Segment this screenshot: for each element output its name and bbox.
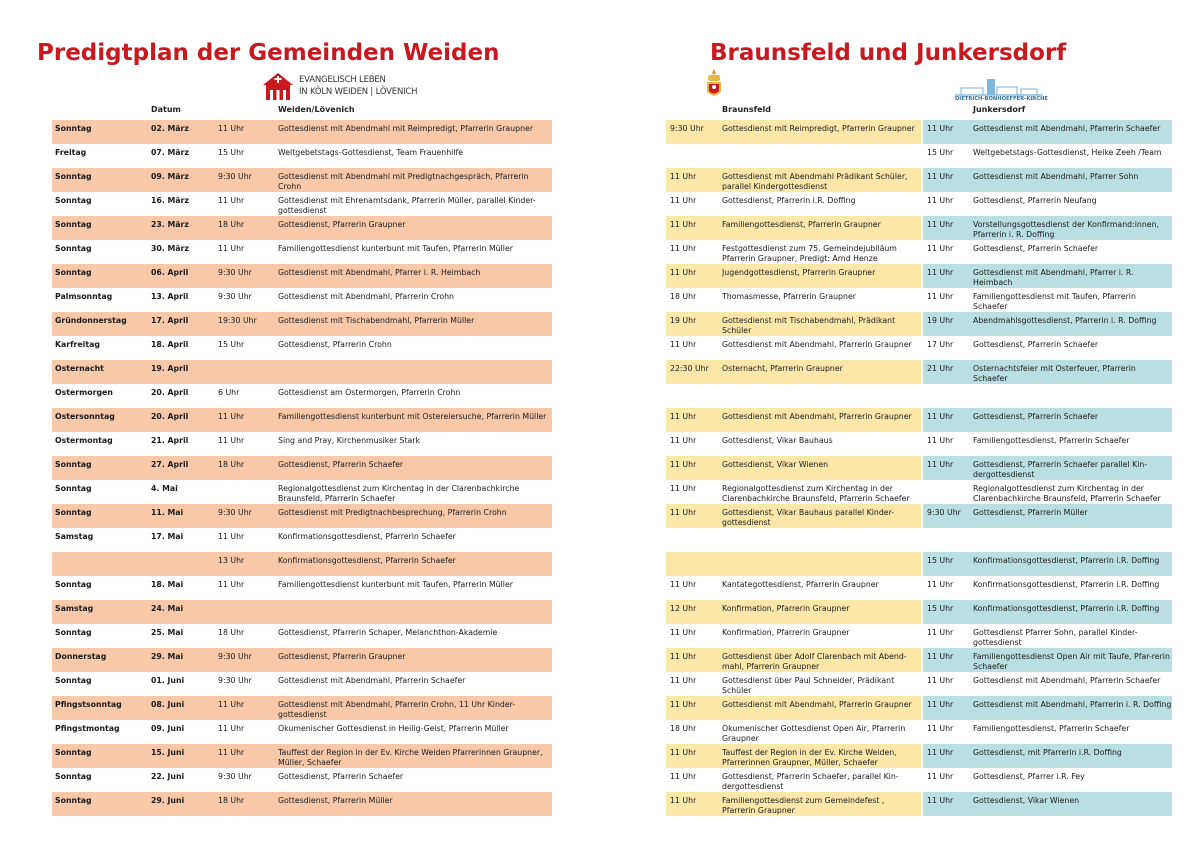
junkersdorf-time-cell: 11 Uhr	[927, 268, 954, 277]
table-row	[666, 216, 1172, 240]
junkersdorf-service-cell: Abendmahlsgottesdienst, Pfarrerin i. R. Doffing	[973, 316, 1157, 325]
braunsfeld-time-cell: 11 Uhr	[670, 796, 697, 805]
junkersdorf-service-cell: Konfirmationsgottesdienst, Pfarrerin i.R. Doffing	[973, 556, 1160, 565]
braunsfeld-service-cell: Gottesdienst mit Abendmahl Prädikant Schüler, parallel Kindergottesdienst	[722, 172, 908, 191]
braunsfeld-service-cell: Festgottesdienst zum 75. Gemeindejubiläum Pfarrerin Graupner, Predigt: Arnd Henze	[722, 244, 897, 263]
table-row	[666, 600, 1172, 624]
junkersdorf-service-cell: Konfirmationsgottesdienst, Pfarrerin i.R. Doffing	[973, 580, 1160, 589]
junkersdorf-time-cell: 11 Uhr	[927, 244, 954, 253]
table-row	[52, 600, 552, 624]
service-cell: Sing and Pray, Kirchenmusiker Stark	[278, 436, 421, 445]
table-row	[52, 240, 552, 264]
braunsfeld-junkersdorf-schedule	[666, 120, 1172, 816]
weiden-schedule	[52, 120, 552, 816]
time-cell: 11 Uhr	[218, 580, 245, 589]
date-cell: 20. April	[151, 388, 189, 397]
table-row	[52, 120, 552, 144]
date-cell: 20. April	[151, 412, 189, 421]
junkersdorf-service-cell: Gottesdienst, mit Pfarrerin i.R. Doffing	[973, 748, 1122, 757]
time-cell: 18 Uhr	[218, 220, 245, 229]
date-cell: 25. Mai	[151, 628, 184, 637]
date-cell: 11. Mai	[151, 508, 184, 517]
braunsfeld-service-cell: Gottesdienst, Vikar Bauhaus	[722, 436, 833, 445]
service-cell: Gottesdienst mit Ehrenamtsdank, Pfarrerin Müller, parallel Kinder-gottesdienst	[278, 196, 536, 215]
braunsfeld-cell-bg	[666, 384, 921, 408]
junkersdorf-service-cell: Weltgebetstags-Gottesdienst, Heike Zeeh /Team	[973, 148, 1162, 157]
junkersdorf-time-cell: 11 Uhr	[927, 772, 954, 781]
junkersdorf-service-cell: Gottesdienst mit Abendmahl, Pfarrerin i. R. Doffing	[973, 700, 1172, 709]
day-cell: Sonntag	[55, 676, 92, 685]
day-cell: Sonntag	[55, 628, 92, 637]
junkersdorf-service-cell: Gottesdienst, Pfarrerin Müller	[973, 508, 1088, 517]
junkersdorf-time-cell: 11 Uhr	[927, 580, 954, 589]
braunsfeld-time-cell: 11 Uhr	[670, 412, 697, 421]
day-cell: Ostersonntag	[55, 412, 115, 421]
junkersdorf-time-cell: 15 Uhr	[927, 556, 954, 565]
junkersdorf-service-cell: Familiengottesdienst mit Taufen, Pfarrerin Schaefer	[973, 292, 1136, 311]
service-cell: Tauffest der Region in der Ev. Kirche Weiden Pfarrerinnen Graupner, Müller, Schaefer	[278, 748, 543, 767]
braunsfeld-time-cell: 11 Uhr	[670, 172, 697, 181]
table-row	[666, 480, 1172, 504]
braunsfeld-time-cell: 11 Uhr	[670, 508, 697, 517]
table-row	[52, 432, 552, 456]
braunsfeld-service-cell: Konfirmation, Pfarrerin Graupner	[722, 628, 850, 637]
time-cell: 11 Uhr	[218, 748, 245, 757]
service-cell: Familiengottesdienst kunterbunt mit Taufen, Pfarrerin Müller	[278, 244, 513, 253]
day-cell: Sonntag	[55, 268, 92, 277]
column-header-datum: Datum	[151, 105, 181, 114]
table-row	[52, 528, 552, 552]
junkersdorf-service-cell: Gottesdienst, Pfarrerin Schaefer	[973, 244, 1099, 253]
junkersdorf-service-cell: Familiengottesdienst, Pfarrerin Schaefer	[973, 436, 1130, 445]
table-row	[666, 624, 1172, 648]
date-cell: 4. Mai	[151, 484, 178, 493]
junkersdorf-service-cell: Gottesdienst Pfarrer Sohn, parallel Kinder-gottesdienst	[973, 628, 1138, 647]
braunsfeld-time-cell: 22:30 Uhr	[670, 364, 709, 373]
table-row	[52, 480, 552, 504]
table-row	[666, 576, 1172, 600]
service-cell: Gottesdienst mit Abendmahl, Pfarrer i. R. Heimbach	[278, 268, 481, 277]
junkersdorf-time-cell: 11 Uhr	[927, 700, 954, 709]
table-row	[52, 744, 552, 768]
time-cell: 6 Uhr	[218, 388, 240, 397]
table-row	[52, 672, 552, 696]
service-cell: Gottesdienst, Pfarrerin Crohn	[278, 340, 392, 349]
table-row	[52, 408, 552, 432]
table-row	[52, 216, 552, 240]
service-cell: Konfirmationsgottesdienst, Pfarrerin Schaefer	[278, 556, 456, 565]
church-building-icon	[955, 78, 1043, 96]
day-cell: Sonntag	[55, 484, 92, 493]
day-cell: Karfreitag	[55, 340, 100, 349]
day-cell: Pfingstsonntag	[55, 700, 122, 709]
evangelisch-leben-logo	[261, 71, 417, 101]
braunsfeld-time-cell: 11 Uhr	[670, 628, 697, 637]
braunsfeld-service-cell: Konfirmation, Pfarrerin Graupner	[722, 604, 850, 613]
time-cell: 18 Uhr	[218, 628, 245, 637]
braunsfeld-time-cell: 11 Uhr	[670, 700, 697, 709]
date-cell: 09. März	[151, 172, 189, 181]
braunsfeld-cell-bg	[666, 144, 921, 168]
time-cell: 13 Uhr	[218, 556, 245, 565]
service-cell: Gottesdienst, Pfarrerin Graupner	[278, 220, 406, 229]
junkersdorf-time-cell: 11 Uhr	[927, 676, 954, 685]
junkersdorf-cell-bg	[923, 384, 1172, 408]
braunsfeld-time-cell: 11 Uhr	[670, 484, 697, 493]
table-row	[666, 336, 1172, 360]
day-cell: Samstag	[55, 532, 94, 541]
dbk-label: DIETRICH-BONHOEFFER-KIRCHE	[955, 96, 1048, 102]
logo-line-2: IN KÖLN WEIDEN | LÖVENICH	[299, 87, 418, 97]
time-cell: 9:30 Uhr	[218, 172, 252, 181]
day-cell: Samstag	[55, 604, 94, 613]
table-row	[666, 696, 1172, 720]
day-cell: Sonntag	[55, 244, 92, 253]
table-row	[666, 504, 1172, 528]
time-cell: 9:30 Uhr	[218, 772, 252, 781]
service-cell: Gottesdienst mit Abendmahl mit Reimpredigt, Pfarrerin Graupner	[278, 124, 534, 133]
braunsfeld-time-cell: 11 Uhr	[670, 196, 697, 205]
braunsfeld-service-cell: Familiengottesdienst zum Gemeindefest , Pfarrerin Graupner	[722, 796, 885, 815]
service-cell: Gottesdienst mit Abendmahl, Pfarrerin Crohn	[278, 292, 454, 301]
table-row	[666, 432, 1172, 456]
date-cell: 24. Mai	[151, 604, 184, 613]
table-row	[52, 192, 552, 216]
time-cell: 11 Uhr	[218, 700, 245, 709]
time-cell: 19:30 Uhr	[218, 316, 257, 325]
table-row	[666, 192, 1172, 216]
date-cell: 18. April	[151, 340, 189, 349]
braunsfeld-service-cell: Gottesdienst über Paul Schneider, Prädikant Schüler	[722, 676, 895, 695]
day-cell: Sonntag	[55, 748, 92, 757]
braunsfeld-time-cell: 11 Uhr	[670, 244, 697, 253]
day-cell: Osternacht	[55, 364, 104, 373]
table-row	[52, 168, 552, 192]
table-row	[666, 528, 1172, 552]
date-cell: 06. April	[151, 268, 189, 277]
junkersdorf-service-cell: Osternachtsfeier mit Osterfeuer, Pfarrerin Schaefer	[973, 364, 1136, 383]
time-cell: 9:30 Uhr	[218, 676, 252, 685]
braunsfeld-time-cell: 12 Uhr	[670, 604, 697, 613]
date-cell: 13. April	[151, 292, 189, 301]
logo-line-1: EVANGELISCH LEBEN	[299, 75, 386, 85]
service-cell: Gottesdienst mit Abendmahl mit Predigtnachgespräch, Pfarrerin Crohn	[278, 172, 529, 191]
junkersdorf-time-cell: 11 Uhr	[927, 436, 954, 445]
braunsfeld-service-cell: Gottesdienst, Vikar Wienen	[722, 460, 829, 469]
junkersdorf-time-cell: 15 Uhr	[927, 148, 954, 157]
column-header-braunsfeld: Braunsfeld	[722, 105, 771, 114]
junkersdorf-service-cell: Vorstellungsgottesdienst der Konfirmand:innen, Pfarrerin i. R. Doffing	[973, 220, 1159, 239]
table-row	[666, 120, 1172, 144]
braunsfeld-time-cell: 11 Uhr	[670, 748, 697, 757]
braunsfeld-time-cell: 11 Uhr	[670, 772, 697, 781]
braunsfeld-time-cell: 11 Uhr	[670, 460, 697, 469]
braunsfeld-service-cell: Regionalgottesdienst zum Kirchentag in der Clarenbachkirche Braunsfeld, Pfarrerin Schaefer	[722, 484, 910, 503]
time-cell: 11 Uhr	[218, 412, 245, 421]
junkersdorf-service-cell: Gottesdienst, Pfarrer i.R. Fey	[973, 772, 1085, 781]
table-row	[52, 768, 552, 792]
junkersdorf-service-cell: Gottesdienst, Pfarrerin Schaefer parallel Kin-dergottesdienst	[973, 460, 1148, 479]
junkersdorf-time-cell: 17 Uhr	[927, 340, 954, 349]
braunsfeld-time-cell: 18 Uhr	[670, 292, 697, 301]
time-cell: 18 Uhr	[218, 796, 245, 805]
day-cell: Sonntag	[55, 196, 92, 205]
junkersdorf-service-cell: Gottesdienst, Vikar Wienen	[973, 796, 1080, 805]
service-cell: Familiengottesdienst kunterbunt mit Taufen, Pfarrerin Müller	[278, 580, 513, 589]
braunsfeld-time-cell: 11 Uhr	[670, 652, 697, 661]
junkersdorf-time-cell: 11 Uhr	[927, 652, 954, 661]
braunsfeld-service-cell: Osternacht, Pfarrerin Graupner	[722, 364, 843, 373]
service-cell: Regionalgottesdienst zum Kirchentag in der Clarenbachkirche Braunsfeld, Pfarrerin Schaefer	[278, 484, 520, 503]
braunsfeld-service-cell: Gottesdienst, Pfarrerin Schaefer, parallel Kin-dergottesdienst	[722, 772, 899, 791]
table-row	[52, 624, 552, 648]
service-cell: Ökumenischer Gottesdienst in Heilig-Geist, Pfarrerin Müller	[278, 724, 509, 733]
table-row	[52, 264, 552, 288]
table-row	[666, 552, 1172, 576]
table-row	[52, 384, 552, 408]
date-cell: 08. Juni	[151, 700, 185, 709]
junkersdorf-service-cell: Regionalgottesdienst zum Kirchentag in der Clarenbachkirche Braunsfeld, Pfarrerin Schaefer	[973, 484, 1161, 503]
table-row	[52, 336, 552, 360]
braunsfeld-cell-bg	[666, 528, 921, 552]
junkersdorf-service-cell: Gottesdienst mit Abendmahl, Pfarrerin Schaefer	[973, 124, 1161, 133]
service-cell: Gottesdienst mit Tischabendmahl, Pfarrerin Müller	[278, 316, 475, 325]
braunsfeld-time-cell: 11 Uhr	[670, 268, 697, 277]
table-row	[666, 312, 1172, 336]
date-cell: 16. März	[151, 196, 189, 205]
date-cell: 01. Juni	[151, 676, 185, 685]
braunsfeld-time-cell: 11 Uhr	[670, 436, 697, 445]
braunsfeld-time-cell: 18 Uhr	[670, 724, 697, 733]
date-cell: 07. März	[151, 148, 189, 157]
date-cell: 23. März	[151, 220, 189, 229]
day-cell: Freitag	[55, 148, 87, 157]
table-row	[52, 144, 552, 168]
day-cell: Sonntag	[55, 172, 92, 181]
date-cell: 22. Juni	[151, 772, 185, 781]
junkersdorf-service-cell: Gottesdienst, Pfarrerin Schaefer	[973, 412, 1099, 421]
table-row	[666, 240, 1172, 264]
date-cell: 21. April	[151, 436, 189, 445]
time-cell: 11 Uhr	[218, 124, 245, 133]
junkersdorf-time-cell: 11 Uhr	[927, 196, 954, 205]
date-cell: 29. Juni	[151, 796, 185, 805]
time-cell: 11 Uhr	[218, 196, 245, 205]
date-cell: 18. Mai	[151, 580, 184, 589]
table-row	[52, 576, 552, 600]
time-cell: 11 Uhr	[218, 532, 245, 541]
braunsfeld-service-cell: Familiengottesdienst, Pfarrerin Graupner	[722, 220, 881, 229]
date-cell: 27. April	[151, 460, 189, 469]
junkersdorf-service-cell: Gottesdienst, Pfarrerin Neufang	[973, 196, 1097, 205]
braunsfeld-service-cell: Gottesdienst mit Abendmahl, Pfarrerin Graupner	[722, 340, 912, 349]
day-cell: Gründonnerstag	[55, 316, 127, 325]
junkersdorf-time-cell: 11 Uhr	[927, 628, 954, 637]
table-row	[52, 552, 552, 576]
junkersdorf-time-cell: 11 Uhr	[927, 412, 954, 421]
service-cell: Gottesdienst mit Predigtnachbesprechung, Pfarrerin Crohn	[278, 508, 507, 517]
junkersdorf-time-cell: 11 Uhr	[927, 748, 954, 757]
braunsfeld-service-cell: Gottesdienst, Pfarrerin i.R. Doffing	[722, 196, 856, 205]
day-cell: Sonntag	[55, 580, 92, 589]
braunsfeld-service-cell: Jugendgottesdienst, Pfarrerin Graupner	[722, 268, 876, 277]
braunsfeld-time-cell: 9:30 Uhr	[670, 124, 704, 133]
date-cell: 17. April	[151, 316, 189, 325]
junkersdorf-time-cell: 11 Uhr	[927, 172, 954, 181]
junkersdorf-time-cell: 11 Uhr	[927, 292, 954, 301]
table-row	[666, 744, 1172, 768]
junkersdorf-service-cell: Gottesdienst mit Abendmahl, Pfarrer i. R. Heimbach	[973, 268, 1134, 287]
service-cell: Familiengottesdienst kunterbunt mit Ostereiersuche, Pfarrerin Müller	[278, 412, 547, 421]
day-cell: Pfingstmontag	[55, 724, 120, 733]
table-row	[666, 792, 1172, 816]
table-row	[52, 312, 552, 336]
braunsfeld-service-cell: Gottesdienst mit Abendmahl, Pfarrerin Graupner	[722, 700, 912, 709]
day-cell: Donnerstag	[55, 652, 107, 661]
service-cell: Gottesdienst, Pfarrerin Schaefer	[278, 460, 404, 469]
braunsfeld-cell-bg	[666, 552, 921, 576]
service-cell: Gottesdienst, Pfarrerin Schaefer	[278, 772, 404, 781]
date-cell: 02. März	[151, 124, 189, 133]
date-cell: 09. Juni	[151, 724, 185, 733]
braunsfeld-service-cell: Gottesdienst mit Tischabendmahl, Prädikant Schüler	[722, 316, 896, 335]
table-row	[666, 384, 1172, 408]
junkersdorf-service-cell: Konfirmationsgottesdienst, Pfarrerin i.R. Doffing	[973, 604, 1160, 613]
braunsfeld-time-cell: 19 Uhr	[670, 316, 697, 325]
church-icon	[261, 71, 295, 101]
junkersdorf-service-cell: Familiengottesdienst, Pfarrerin Schaefer	[973, 724, 1130, 733]
braunsfeld-service-cell: Gottesdienst mit Abendmahl, Pfarrerin Graupner	[722, 412, 912, 421]
day-cell: Palmsonntag	[55, 292, 113, 301]
table-row	[52, 288, 552, 312]
service-cell: Gottesdienst mit Abendmahl, Pfarrerin Crohn, 11 Uhr Kinder-gottesdienst	[278, 700, 516, 719]
table-row	[52, 360, 552, 384]
table-row	[666, 672, 1172, 696]
table-row	[666, 264, 1172, 288]
service-cell: Gottesdienst, Pfarrerin Müller	[278, 796, 393, 805]
service-cell: Konfirmationsgottesdienst, Pfarrerin Schaefer	[278, 532, 456, 541]
time-cell: 9:30 Uhr	[218, 292, 252, 301]
date-cell: 19. April	[151, 364, 189, 373]
table-row	[666, 144, 1172, 168]
braunsfeld-service-cell: Tauffest der Region in der Ev. Kirche Weiden, Pfarrerinnen Graupner, Müller, Schaefer	[722, 748, 897, 767]
table-row	[666, 288, 1172, 312]
junkersdorf-service-cell: Familiengottesdienst Open Air mit Taufe, Pfar-rerin Schaefer	[973, 652, 1170, 671]
junkersdorf-time-cell: 11 Uhr	[927, 724, 954, 733]
junkersdorf-time-cell: 9:30 Uhr	[927, 508, 961, 517]
day-cell: Sonntag	[55, 772, 92, 781]
braunsfeld-time-cell: 11 Uhr	[670, 220, 697, 229]
title-right: Braunsfeld und Junkersdorf	[710, 40, 1067, 66]
day-cell: Ostermontag	[55, 436, 113, 445]
braunsfeld-service-cell: Gottesdienst über Adolf Clarenbach mit Abend-mahl, Pfarrerin Graupner	[722, 652, 907, 671]
table-row	[52, 720, 552, 744]
service-cell: Gottesdienst, Pfarrerin Graupner	[278, 652, 406, 661]
service-cell: Weltgebetstags-Gottesdienst, Team Frauenhilfe	[278, 148, 464, 157]
table-row	[52, 648, 552, 672]
table-row	[666, 456, 1172, 480]
junkersdorf-time-cell: 11 Uhr	[927, 220, 954, 229]
time-cell: 15 Uhr	[218, 148, 245, 157]
junkersdorf-time-cell: 21 Uhr	[927, 364, 954, 373]
time-cell: 11 Uhr	[218, 436, 245, 445]
day-cell: Sonntag	[55, 460, 92, 469]
junkersdorf-time-cell: 11 Uhr	[927, 124, 954, 133]
braunsfeld-service-cell: Kantategottesdienst, Pfarrerin Graupner	[722, 580, 879, 589]
time-cell: 11 Uhr	[218, 724, 245, 733]
service-cell: Gottesdienst am Ostermorgen, Pfarrerin Crohn	[278, 388, 461, 397]
braunsfeld-service-cell: Gottesdienst mit Reimpredigt, Pfarrerin Graupner	[722, 124, 915, 133]
service-cell: Gottesdienst mit Abendmahl, Pfarrerin Schaefer	[278, 676, 466, 685]
day-cell: Sonntag	[55, 124, 92, 133]
date-cell: 17. Mai	[151, 532, 184, 541]
time-cell: 18 Uhr	[218, 460, 245, 469]
junkersdorf-cell-bg	[923, 528, 1172, 552]
junkersdorf-time-cell: 11 Uhr	[927, 796, 954, 805]
day-cell: Ostermorgen	[55, 388, 113, 397]
table-row	[666, 408, 1172, 432]
junkersdorf-service-cell: Gottesdienst, Pfarrerin Schaefer	[973, 340, 1099, 349]
table-row	[52, 456, 552, 480]
column-header-weiden: Weiden/Lövenich	[278, 105, 355, 114]
junkersdorf-time-cell: 19 Uhr	[927, 316, 954, 325]
junkersdorf-time-cell: 15 Uhr	[927, 604, 954, 613]
braunsfeld-time-cell: 11 Uhr	[670, 580, 697, 589]
time-cell: 11 Uhr	[218, 244, 245, 253]
braunsfeld-service-cell: Gottesdienst, Vikar Bauhaus parallel Kinder-gottesdienst	[722, 508, 895, 527]
table-row	[52, 696, 552, 720]
table-row	[52, 504, 552, 528]
junkersdorf-time-cell: 11 Uhr	[927, 460, 954, 469]
braunsfeld-service-cell: Thomasmesse, Pfarrerin Graupner	[722, 292, 856, 301]
time-cell: 9:30 Uhr	[218, 268, 252, 277]
day-cell: Sonntag	[55, 508, 92, 517]
table-row	[666, 168, 1172, 192]
table-row	[666, 648, 1172, 672]
day-cell: Sonntag	[55, 220, 92, 229]
table-row	[666, 768, 1172, 792]
time-cell: 15 Uhr	[218, 340, 245, 349]
junkersdorf-service-cell: Gottesdienst mit Abendmahl, Pfarrer Sohn	[973, 172, 1139, 181]
column-header-junkersdorf: Junkersdorf	[973, 105, 1026, 114]
table-row	[52, 792, 552, 816]
junkersdorf-service-cell: Gottesdienst mit Abendmahl, Pfarrerin Schaefer	[973, 676, 1161, 685]
time-cell: 9:30 Uhr	[218, 508, 252, 517]
day-cell: Sonntag	[55, 796, 92, 805]
table-row	[666, 360, 1172, 384]
date-cell: 29. Mai	[151, 652, 184, 661]
date-cell: 30. März	[151, 244, 189, 253]
title-left: Predigtplan der Gemeinden Weiden	[37, 40, 500, 66]
service-cell: Gottesdienst, Pfarrerin Schaper, Melanchthon-Akademie	[278, 628, 498, 637]
braunsfeld-time-cell: 11 Uhr	[670, 340, 697, 349]
braunsfeld-crest-icon	[705, 68, 723, 102]
table-row	[666, 720, 1172, 744]
dietrich-bonhoeffer-kirche-logo	[955, 78, 1048, 102]
time-cell: 9:30 Uhr	[218, 652, 252, 661]
date-cell: 15. Juni	[151, 748, 185, 757]
braunsfeld-time-cell: 11 Uhr	[670, 676, 697, 685]
braunsfeld-service-cell: Ökumenischer Gottesdienst Open Air, Pfarrerin Graupner	[722, 724, 906, 743]
